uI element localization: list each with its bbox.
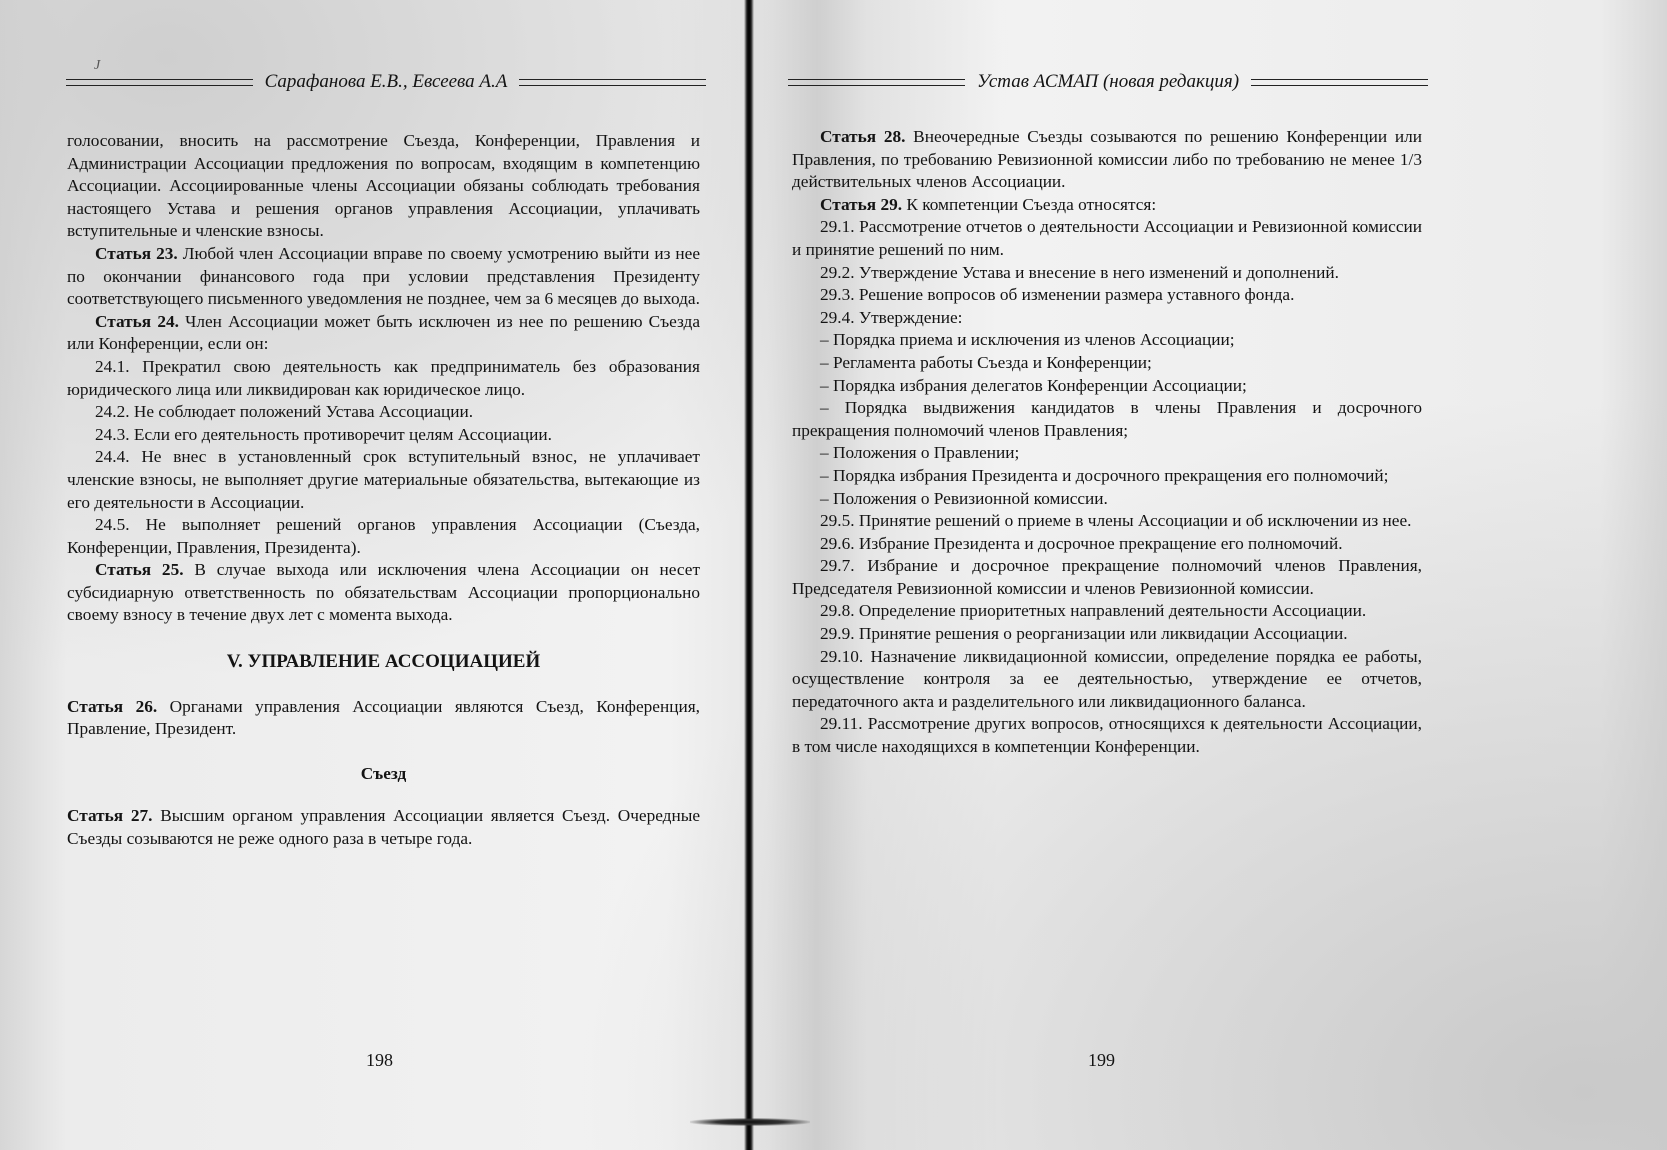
list-item: – Положения о Правлении; [820,443,1020,463]
left-page-header [66,70,706,94]
subheading-congress: Съезд [360,763,407,783]
header-rule-right [1251,79,1428,86]
article-27-label: Статья 27. [67,806,153,826]
article-29 [792,194,1422,217]
article-24 [67,311,700,356]
article-26-text: Органами управления Ассоциации являются Съезд, Конференция, Правление, Президент. [67,696,700,739]
article-24-text: Член Ассоциации может быть исключен из нее по решению Съезда или Конференции, если он: [67,311,701,354]
header-rule-left [788,79,965,86]
article-24-label: Статья 24. [95,311,179,331]
article-26 [67,696,700,741]
page-number-right: 199 [1088,1050,1115,1070]
right-page-body [792,126,1422,759]
clause-29-5: 29.5. Принятие решений о приеме в члены Ассоциации и об исключении из нее. [820,511,1412,531]
article-25-label: Статья 25. [95,560,184,580]
clause-29-3: 29.3. Решение вопросов об изменении размера уставного фонда. [820,285,1295,305]
article-28-label: Статья 28. [820,127,906,146]
clause-29-4: 29.4. Утверждение: [820,307,963,327]
list-item: – Порядка избрания делегатов Конференции Ассоциации; [820,375,1247,395]
clause-29-7: 29.7. Избрание и досрочное прекращение полномочий членов Правления, Председателя Ревизионной комиссии и членов Ревизионной комиссии. [792,556,1422,598]
scan-mark: J [94,58,101,73]
clause-29-11: 29.11. Рассмотрение других вопросов, относящихся к деятельности Ассоциации, в том числе находящихся в компетенции Конференции. [792,714,1422,757]
running-head-authors: Сарафанова Е.В., Евсеева А.А [264,71,508,92]
page-number-left: 198 [366,1050,393,1070]
list-item: – Порядка приема и исключения из членов Ассоциации; [820,330,1235,350]
section-title: V. УПРАВЛЕНИЕ АССОЦИАЦИЕЙ [226,651,541,673]
header-rule-left [66,79,253,86]
clause-29-9: 29.9. Принятие решения о реорганизации или ликвидации Ассоциации. [820,624,1348,644]
clause-24-1: 24.1. Прекратил свою деятельность как предприниматель без образования юридического лица или ликвидирован как юридическое лицо. [67,356,700,399]
paragraph-intro: голосовании, вносить на рассмотрение Съезда, Конференции, Правления и Администрации Ассоциации предложения по вопросам, входящим в компетенцию Ассоциации. Ассоциированные члены Ассоциации обязаны соблюдать требования настоящего Устава и решения органов управления Ассоциации, уплачивать вступительные и членские взносы. [67,131,700,241]
clause-24-4: 24.4. Не внес в установленный срок вступительный взнос, не уплачивает членские взносы, не выполняет другие материальные обязательства, вытекающие из его деятельности в Ассоциации. [67,447,700,512]
clause-29-6: 29.6. Избрание Президента и досрочное прекращение его полномочий. [820,533,1343,553]
left-page-body [67,130,700,851]
list-item: – Порядка выдвижения кандидатов в члены Правления и досрочного прекращения полномочий членов Правления; [792,398,1422,440]
header-rule-right [519,79,706,86]
list-item: – Положения о Ревизионной комиссии. [820,488,1108,508]
right-page-header [788,70,1428,94]
list-item: – Порядка избрания Президента и досрочного прекращения его полномочий; [820,465,1389,485]
article-25 [67,559,700,627]
left-page [0,0,740,1150]
clause-24-5: 24.5. Не выполняет решений органов управления Ассоциации (Съезда, Конференции, Правления, Президента). [67,515,700,557]
article-26-label: Статья 26. [67,696,158,716]
article-23-label: Статья 23. [95,243,178,263]
running-head-charter: Устав АСМАП (новая редакция) [976,71,1240,92]
article-27-text: Высшим органом управления Ассоциации является Съезд. Очередные Съезды созываются не реже одного раза в четыре года. [67,806,701,849]
article-23-text: Любой член Ассоциации вправе по своему усмотрению выйти из нее по окончании финансового года при условии представления Президенту соответствующего письменного уведомления не позднее, чем за 6 месяцев до выхода. [67,243,700,309]
clause-24-2: 24.2. Не соблюдает положений Устава Ассоциации. [95,402,474,422]
clause-24-3: 24.3. Если его деятельность противоречит целям Ассоциации. [95,424,552,444]
article-28 [792,126,1422,194]
article-27 [67,805,700,850]
clause-29-8: 29.8. Определение приоритетных направлений деятельности Ассоциации. [820,601,1367,621]
article-29-text: К компетенции Съезда относятся: [902,194,1157,214]
clause-29-10: 29.10. Назначение ликвидационной комиссии, определение порядка ее работы, осуществление контроля за ее деятельностью, утверждение ее отчетов, передаточного акта и разделительного или ликвидационного баланса. [792,646,1422,711]
clause-29-2: 29.2. Утверждение Устава и внесение в него изменений и дополнений. [820,262,1339,282]
article-28-text: Внеочередные Съезды созываются по решению Конференции или Правления, по требованию Ревизионной комиссии либо по требованию не менее 1/3 действительных членов Ассоциации. [792,127,1422,192]
list-item: – Регламента работы Съезда и Конференции; [820,352,1152,372]
clause-29-1: 29.1. Рассмотрение отчетов о деятельности Ассоциации и Ревизионной комиссии и принятие решений по ним. [792,217,1422,259]
article-25-text: В случае выхода или исключения члена Ассоциации он несет субсидиарную ответственность по обязательствам Ассоциации пропорционально своему взносу в течение двух лет с момента выхода. [67,560,700,625]
article-29-label: Статья 29. [820,194,903,214]
article-23 [67,243,700,311]
